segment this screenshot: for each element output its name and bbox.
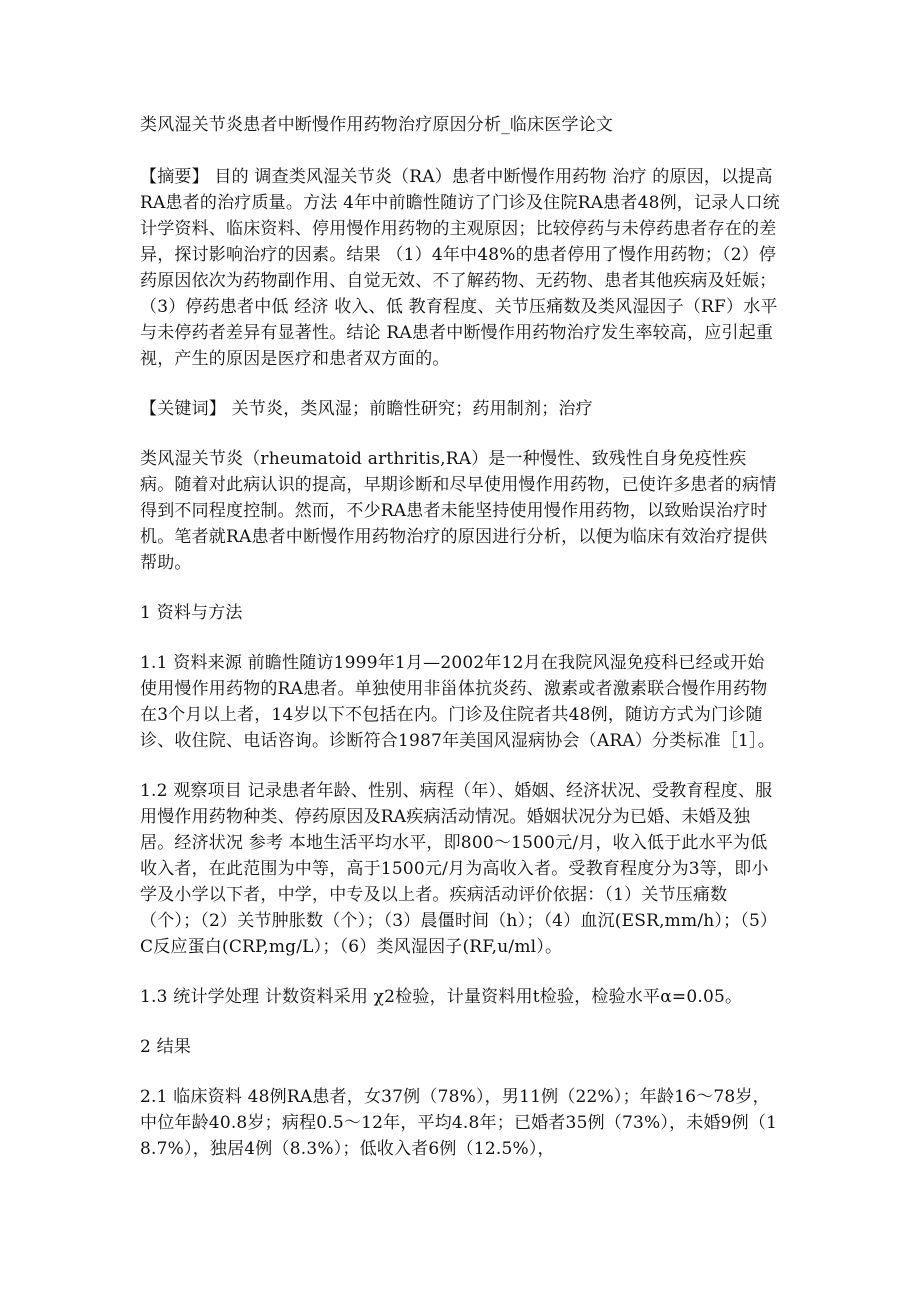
page-title: 类风湿关节炎患者中断慢作用药物治疗原因分析_临床医学论文: [140, 115, 614, 135]
abstract-paragraph: [140, 164, 780, 372]
document-page: [140, 112, 780, 1186]
abstract-label: 【摘要】: [140, 167, 209, 187]
keywords-paragraph: [140, 396, 780, 422]
section-heading-results: 2 结果: [140, 1037, 192, 1057]
paragraph-observation-items: 1.2 观察项目 记录患者年龄、性别、病程（年）、婚姻、经济状况、受教育程度、服用慢作用药物种类、停药原因及RA疾病活动情况。婚姻状况分为已婚、未婚及独居。经济状况 参考 本地生活平均水平，即800～1500元/月，收入低于此水平为低收入者，在此范围为中等，高于1500元/月为高收入者。受教育程度分为3等，即小学及小学以下者，中学，中专及以上者。疾病活动评价依据：（1）关节压痛数（个）；（2）关节肿胀数（个）；（3）晨僵时间（h）；（4）血沉(ESR,mm/h）；（5）C反应蛋白(CRP,mg/L）；（6）类风湿因子(RF,u/ml）。: [140, 781, 778, 957]
paragraph-data-source: 1.1 资料来源 前瞻性随访1999年1月—2002年12月在我院风湿免疫科已经或开始使用慢作用药物的RA患者。单独使用非甾体抗炎药、激素或者激素联合慢作用药物在3个月以上者，14岁以下不包括在内。门诊及住院者共48例，随访方式为门诊随诊、收住院、电话咨询。诊断符合1987年美国风湿病协会（ARA）分类标准［1］。: [140, 653, 775, 751]
section-heading-methods: 1 资料与方法: [140, 603, 243, 623]
abstract-text: 目的 调查类风湿关节炎（RA）患者中断慢作用药物 治疗 的原因，以提高RA患者的治疗质量。方法 4年中前瞻性随访了门诊及住院RA患者48例，记录人口统计学资料、临床资料、停用慢作用药物的主观原因；比较停药与未停药患者存在的差异，探讨影响治疗的因素。结果 （1）4年中48%的患者停用了慢作用药物；（2）停药原因依次为药物副作用、自觉无效、不了解药物、无药物、患者其他疾病及妊娠；（3）停药患者中低 经济 收入、低 教育程度、关节压痛数及类风湿因子（RF）水平与未停药者差异有显著性。结论 RA患者中断慢作用药物治疗发生率较高，应引起重视，产生的原因是医疗和患者双方面的。: [140, 167, 781, 369]
keywords-text: 关节炎，类风湿；前瞻性研究；药用制剂；治疗: [226, 399, 593, 419]
keywords-label: 【关键词】: [140, 399, 226, 419]
intro-paragraph: 类风湿关节炎（rheumatoid arthritis,RA）是一种慢性、致残性自身免疫性疾病。随着对此病认识的提高，早期诊断和尽早使用慢作用药物，已使许多患者的病情得到不同程度控制。然而，不少RA患者未能坚持使用慢作用药物，以致贻误治疗时机。笔者就RA患者中断慢作用药物治疗的原因进行分析，以便为临床有效治疗提供帮助。: [140, 449, 777, 573]
paragraph-clinical-data: 2.1 临床资料 48例RA患者，女37例（78%），男11例（22%）；年龄16～78岁，中位年龄40.8岁；病程0.5～12年，平均4.8年；已婚者35例（73%），未婚9例（18.7%），独居4例（8.3%）；低收入者6例（12.5%），: [140, 1087, 778, 1159]
paragraph-statistics: 1.3 统计学处理 计数资料采用 χ2检验，计量资料用t检验，检验水平α=0.05。: [140, 987, 743, 1007]
